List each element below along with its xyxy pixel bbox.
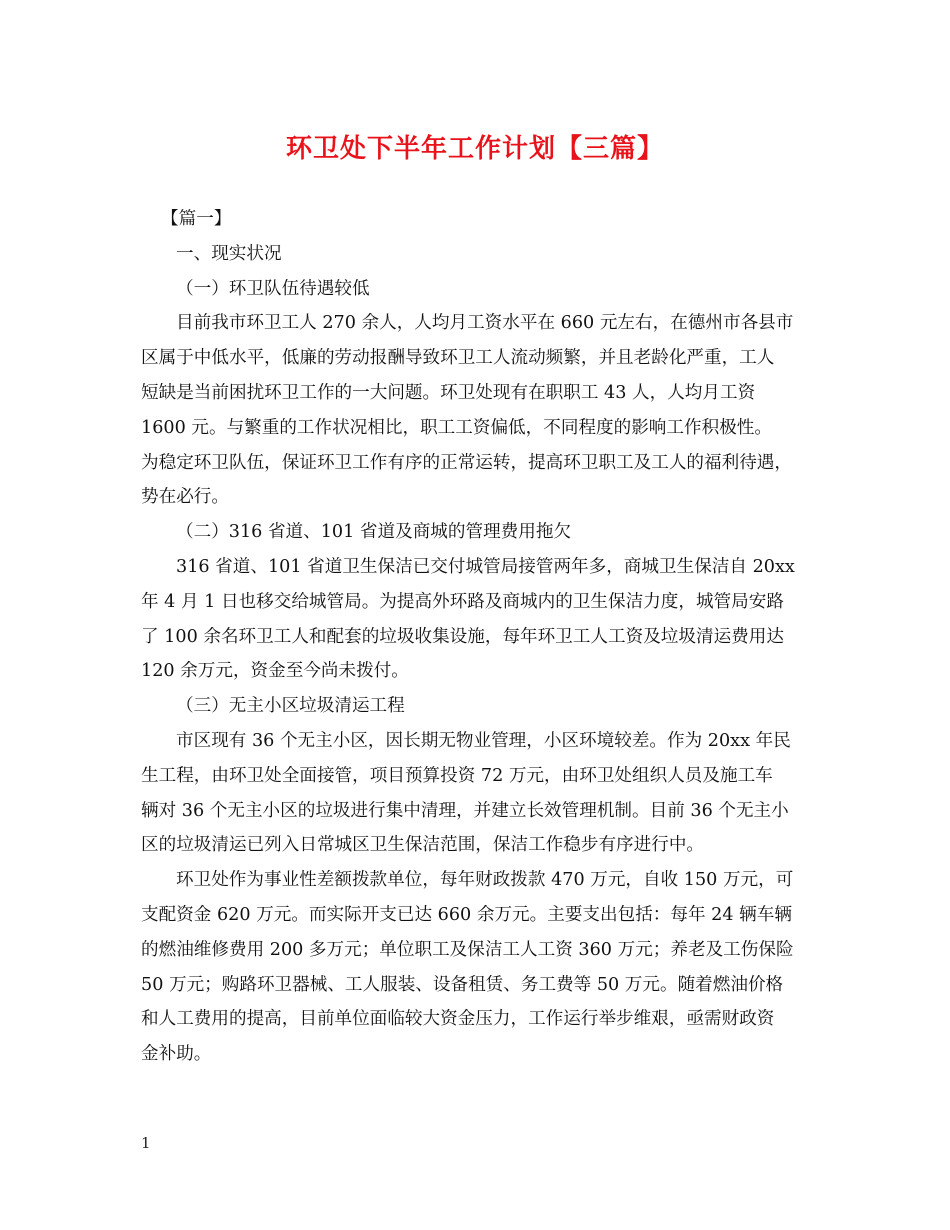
subheading-unowned-communities: （三）无主小区垃圾清运工程: [176, 696, 405, 717]
paragraph-line: 1600 元。与繁重的工作状况相比，职工工资偏低，不同程度的影响工作积极性。: [141, 417, 772, 438]
paragraph-unowned-communities: [141, 724, 825, 863]
paragraph-line: 支配资金 620 万元。而实际开支已达 660 余万元。主要支出包括：每年 24 辆车辆: [141, 904, 792, 925]
paragraph-line: 区属于中低水平，低廉的劳动报酬导致环卫工人流动频繁，并且老龄化严重，工人: [141, 348, 775, 369]
document-title: 环卫处下半年工作计划【三篇】: [285, 134, 664, 164]
paragraph-line: 50 万元；购路环卫器械、工人服装、设备租赁、务工费等 50 万元。随着燃油价格: [141, 974, 784, 995]
subheading-fee-arrears: （二）316 省道、101 省道及商城的管理费用拖欠: [176, 522, 572, 543]
paragraph-line: 的燃油维修费用 200 多万元；单位职工及保洁工人工资 360 万元；养老及工伤保险: [141, 939, 794, 960]
paragraph-line: 势在必行。: [141, 487, 229, 508]
paragraph-line: 为稳定环卫队伍，保证环卫工作有序的正常运转，提高环卫职工及工人的福利待遇，: [141, 452, 792, 473]
paragraph-line: 生工程，由环卫处全面接管，项目预算投资 72 万元，由环卫处组织人员及施工车: [141, 765, 773, 786]
paragraph-line: 目前我市环卫工人 270 余人，人均月工资水平在 660 元左右，在德州市各县市: [176, 313, 794, 334]
paragraph-line: 316 省道、101 省道卫生保洁已交付城管局接管两年多，商城卫生保洁自 20xx: [176, 556, 795, 577]
paragraph-line: 环卫处作为事业性差额拨款单位，每年财政拨款 470 万元，自收 150 万元，可: [176, 870, 794, 891]
document-body: [141, 202, 825, 1072]
section-label: 【篇一】: [161, 209, 232, 229]
paragraph-line: 辆对 36 个无主小区的垃圾进行集中清理，并建立长效管理机制。目前 36 个无主小: [141, 800, 789, 821]
paragraph-line: 和人工费用的提高，目前单位面临较大资金压力，工作运行举步维艰，亟需财政资: [141, 1009, 775, 1030]
paragraph-line: 年 4 月 1 日也移交给城管局。为提高外环路及商城内的卫生保洁力度，城管局安路: [141, 591, 784, 612]
page-number: 1: [141, 1134, 151, 1152]
paragraph-line: 市区现有 36 个无主小区，因长期无物业管理，小区环境较差。作为 20xx 年民: [176, 730, 791, 751]
paragraph-funding: [141, 863, 825, 1072]
paragraph-line: 了 100 余名环卫工人和配套的垃圾收集设施，每年环卫工人工资及垃圾清运费用达: [141, 626, 784, 647]
paragraph-line: 短缺是当前困扰环卫工作的一大问题。环卫处现有在职职工 43 人，人均月工资: [141, 382, 756, 403]
paragraph-fee-arrears: [141, 550, 825, 689]
heading-current-situation: 一、现实状况: [176, 243, 282, 264]
paragraph-line: 120 余万元，资金至今尚未拨付。: [141, 661, 409, 682]
paragraph-line: 区的垃圾清运已列入日常城区卫生保洁范围，保洁工作稳步有序进行中。: [141, 835, 705, 856]
paragraph-line: 金补助。: [141, 1044, 212, 1065]
paragraph-low-treatment: [141, 306, 825, 515]
subheading-low-treatment: （一）环卫队伍待遇较低: [176, 278, 370, 299]
